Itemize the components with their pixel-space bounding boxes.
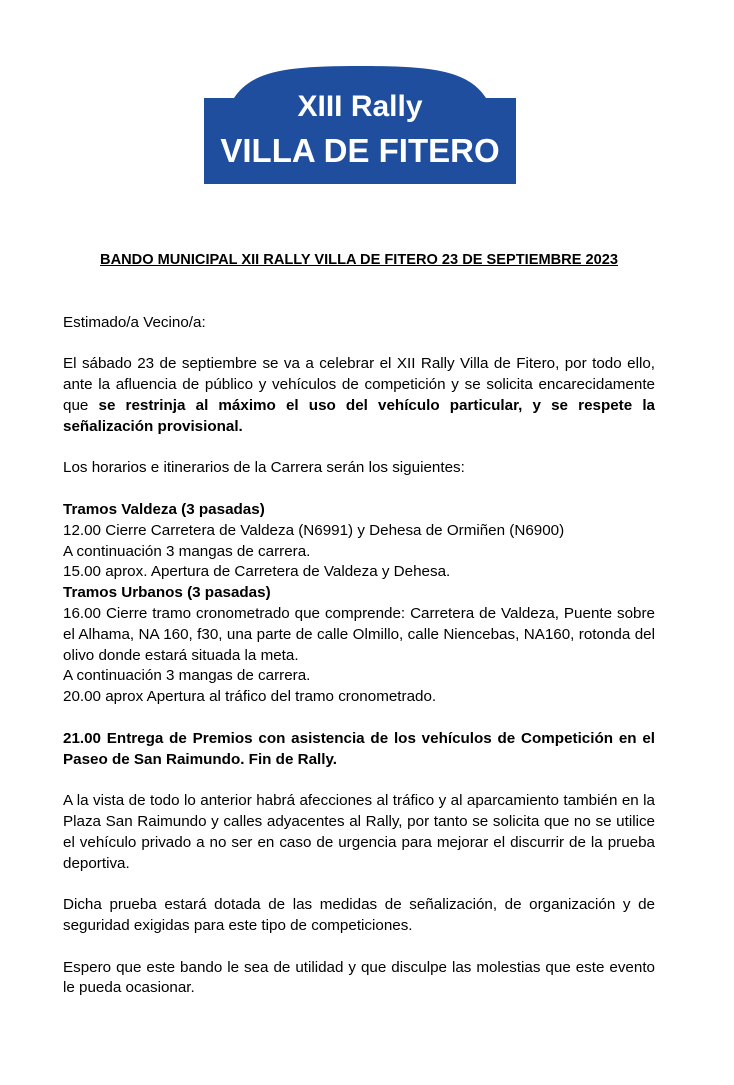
schedule-line: 15.00 aprox. Apertura de Carretera de Valdeza y Dehesa. — [63, 563, 451, 581]
logo-line2: VILLA DE FITERO — [220, 132, 500, 169]
safety-notice: Dicha prueba estará dotada de las medidas de señalización, de organización y de seguridad exigidas para este tipo de competiciones. — [63, 896, 655, 934]
document-title: BANDO MUNICIPAL XII RALLY VILLA DE FITERO 23 DE SEPTIEMBRE 2023 — [100, 252, 618, 268]
rally-plate-shape — [204, 66, 516, 184]
schedule-line: A continuación 3 mangas de carrera. — [63, 667, 311, 685]
rally-logo — [204, 66, 516, 184]
document-body — [63, 250, 655, 999]
schedule-line: 12.00 Cierre Carretera de Valdeza (N6991) y Dehesa de Ormiñen (N6900) — [63, 521, 565, 539]
intro-text: El sábado 23 de septiembre se va a celebrar el XII Rally Villa de Fitero, por todo ello, ante la afluencia de público y vehículos de competición y se solicita encarecidamente que — [63, 355, 655, 414]
intro-bold-text: se restrinja al máximo el uso del vehículo particular, y se respete la señalización provisional. — [63, 396, 655, 435]
tramos-urbanos-paragraph: 16.00 Cierre tramo cronometrado que comprende: Carretera de Valdeza, Puente sobre el Alhama, NA 160, f30, una parte de calle Olmillo, calle Niencebas, NA160, rotonda del olivo donde estará situada la meta. — [63, 604, 655, 664]
tramos-urbanos-heading: Tramos Urbanos (3 pasadas) — [63, 584, 271, 602]
tramos-urbanos-section — [63, 583, 655, 708]
closing-paragraph: Espero que este bando le sea de utilidad y que disculpe las molestias que este evento le pueda ocasionar. — [63, 958, 655, 997]
logo-line1: XIII Rally — [297, 90, 423, 123]
greeting: Estimado/a Vecino/a: — [63, 313, 206, 331]
schedule-intro: Los horarios e itinerarios de la Carrera serán los siguientes: — [63, 459, 465, 477]
awards-paragraph: 21.00 Entrega de Premios con asistencia de los vehículos de Competición en el Paseo de San Raimundo. Fin de Rally. — [63, 729, 655, 768]
schedule-line: A continuación 3 mangas de carrera. — [63, 542, 311, 560]
schedule-line: 20.00 aprox Apertura al tráfico del tramo cronometrado. — [63, 688, 437, 706]
tramos-valdeza-heading: Tramos Valdeza (3 pasadas) — [63, 500, 265, 518]
tramos-valdeza-section — [63, 500, 655, 583]
traffic-notice: A la vista de todo lo anterior habrá afecciones al tráfico y al aparcamiento también en la Plaza San Raimundo y calles adyacentes al Rally, por tanto se solicita que no se utilice el vehículo privado a no ser en caso de urgencia para mejorar el discurrir de la prueba deportiva. — [63, 792, 655, 872]
intro-paragraph — [63, 354, 655, 437]
